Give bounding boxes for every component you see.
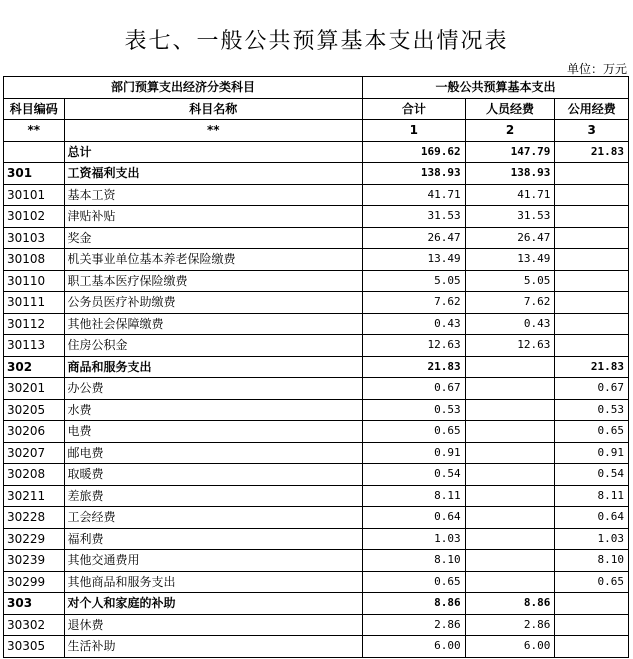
row-public: 21.83 [555, 141, 629, 163]
index-total: 1 [362, 120, 465, 142]
row-code: 30229 [4, 528, 65, 550]
row-personnel: 7.62 [465, 292, 555, 314]
header-column-row [4, 98, 629, 120]
row-personnel: 41.71 [465, 184, 555, 206]
table-row [4, 550, 629, 572]
row-code: 30305 [4, 636, 65, 658]
row-name: 奖金 [64, 227, 362, 249]
row-total: 1.03 [362, 528, 465, 550]
row-total: 0.91 [362, 442, 465, 464]
row-total: 41.71 [362, 184, 465, 206]
row-personnel [465, 571, 555, 593]
budget-table [3, 76, 629, 658]
row-name: 其他商品和服务支出 [64, 571, 362, 593]
row-personnel: 8.86 [465, 593, 555, 615]
row-code: 30299 [4, 571, 65, 593]
row-public [555, 636, 629, 658]
row-public [555, 206, 629, 228]
row-total: 0.67 [362, 378, 465, 400]
row-code: 30211 [4, 485, 65, 507]
row-total: 0.65 [362, 421, 465, 443]
row-public: 0.65 [555, 571, 629, 593]
row-code: 30228 [4, 507, 65, 529]
row-personnel: 0.43 [465, 313, 555, 335]
row-code: 30103 [4, 227, 65, 249]
row-code: 30108 [4, 249, 65, 271]
row-public [555, 335, 629, 357]
row-name: 福利费 [64, 528, 362, 550]
table-body [4, 77, 629, 658]
table-row [4, 163, 629, 185]
row-name: 住房公积金 [64, 335, 362, 357]
row-personnel: 2.86 [465, 614, 555, 636]
row-personnel: 147.79 [465, 141, 555, 163]
row-code: 30205 [4, 399, 65, 421]
row-personnel: 13.49 [465, 249, 555, 271]
row-personnel [465, 442, 555, 464]
row-personnel: 31.53 [465, 206, 555, 228]
row-code: 30102 [4, 206, 65, 228]
table-row [4, 464, 629, 486]
row-code [4, 141, 65, 163]
table-row [4, 270, 629, 292]
row-personnel: 6.00 [465, 636, 555, 658]
table-row [4, 571, 629, 593]
row-total: 31.53 [362, 206, 465, 228]
table-row [4, 528, 629, 550]
header-index-row [4, 120, 629, 142]
row-public: 0.64 [555, 507, 629, 529]
row-public: 8.10 [555, 550, 629, 572]
row-code: 30110 [4, 270, 65, 292]
row-public [555, 313, 629, 335]
row-personnel [465, 421, 555, 443]
row-public [555, 593, 629, 615]
header-public: 公用经费 [555, 98, 629, 120]
table-row [4, 356, 629, 378]
row-name: 总计 [64, 141, 362, 163]
row-personnel: 26.47 [465, 227, 555, 249]
row-name: 退休费 [64, 614, 362, 636]
row-public: 8.11 [555, 485, 629, 507]
row-name: 取暖费 [64, 464, 362, 486]
row-name: 邮电费 [64, 442, 362, 464]
unit-label: 单位：万元 [566, 62, 627, 76]
row-public [555, 227, 629, 249]
row-name: 职工基本医疗保险缴费 [64, 270, 362, 292]
row-personnel: 12.63 [465, 335, 555, 357]
table-row [4, 614, 629, 636]
header-group-row [4, 77, 629, 99]
row-code: 30101 [4, 184, 65, 206]
row-total: 13.49 [362, 249, 465, 271]
table-row [4, 442, 629, 464]
row-personnel [465, 378, 555, 400]
row-code: 30113 [4, 335, 65, 357]
row-name: 基本工资 [64, 184, 362, 206]
row-code: 30207 [4, 442, 65, 464]
table-row [4, 507, 629, 529]
table-row [4, 141, 629, 163]
row-name: 办公费 [64, 378, 362, 400]
row-public: 1.03 [555, 528, 629, 550]
row-total: 0.43 [362, 313, 465, 335]
row-public: 0.91 [555, 442, 629, 464]
row-public [555, 614, 629, 636]
row-public: 0.53 [555, 399, 629, 421]
table-row [4, 335, 629, 357]
row-personnel [465, 399, 555, 421]
row-total: 2.86 [362, 614, 465, 636]
row-public [555, 249, 629, 271]
table-row [4, 206, 629, 228]
table-row [4, 292, 629, 314]
table-row [4, 184, 629, 206]
header-name: 科目名称 [64, 98, 362, 120]
header-total: 合计 [362, 98, 465, 120]
row-name: 商品和服务支出 [64, 356, 362, 378]
row-total: 7.62 [362, 292, 465, 314]
row-name: 工会经费 [64, 507, 362, 529]
row-personnel: 138.93 [465, 163, 555, 185]
row-code: 30208 [4, 464, 65, 486]
row-name: 其他社会保障缴费 [64, 313, 362, 335]
row-public [555, 292, 629, 314]
row-name: 其他交通费用 [64, 550, 362, 572]
row-code: 303 [4, 593, 65, 615]
header-personnel: 人员经费 [465, 98, 555, 120]
row-name: 对个人和家庭的补助 [64, 593, 362, 615]
row-total: 0.64 [362, 507, 465, 529]
table-row [4, 378, 629, 400]
row-personnel [465, 507, 555, 529]
row-name: 水费 [64, 399, 362, 421]
row-name: 电费 [64, 421, 362, 443]
row-code: 30111 [4, 292, 65, 314]
table-row [4, 421, 629, 443]
row-name: 机关事业单位基本养老保险缴费 [64, 249, 362, 271]
table-row [4, 249, 629, 271]
row-total: 6.00 [362, 636, 465, 658]
table-row [4, 593, 629, 615]
row-public: 21.83 [555, 356, 629, 378]
row-total: 8.86 [362, 593, 465, 615]
index-personnel: 2 [465, 120, 555, 142]
row-code: 30239 [4, 550, 65, 572]
row-code: 30302 [4, 614, 65, 636]
table-row [4, 399, 629, 421]
row-personnel: 5.05 [465, 270, 555, 292]
row-name: 差旅费 [64, 485, 362, 507]
row-personnel [465, 356, 555, 378]
row-public: 0.65 [555, 421, 629, 443]
page-title: 表七、一般公共预算基本支出情况表 [124, 29, 509, 54]
table-row [4, 227, 629, 249]
row-personnel [465, 485, 555, 507]
row-code: 302 [4, 356, 65, 378]
header-code: 科目编码 [4, 98, 65, 120]
row-total: 169.62 [362, 141, 465, 163]
table-row [4, 313, 629, 335]
row-total: 26.47 [362, 227, 465, 249]
header-group-left: 部门预算支出经济分类科目 [4, 77, 363, 99]
row-total: 21.83 [362, 356, 465, 378]
row-code: 30206 [4, 421, 65, 443]
header-group-right: 一般公共预算基本支出 [362, 77, 628, 99]
index-name: ** [64, 120, 362, 142]
row-name: 津贴补贴 [64, 206, 362, 228]
row-total: 5.05 [362, 270, 465, 292]
row-public: 0.67 [555, 378, 629, 400]
row-name: 生活补助 [64, 636, 362, 658]
index-public: 3 [555, 120, 629, 142]
row-code: 30112 [4, 313, 65, 335]
table-row [4, 485, 629, 507]
row-public [555, 184, 629, 206]
index-code: ** [4, 120, 65, 142]
row-public: 0.54 [555, 464, 629, 486]
row-total: 0.53 [362, 399, 465, 421]
row-code: 30201 [4, 378, 65, 400]
row-public [555, 163, 629, 185]
table-row [4, 636, 629, 658]
row-personnel [465, 528, 555, 550]
row-name: 公务员医疗补助缴费 [64, 292, 362, 314]
row-public [555, 270, 629, 292]
row-total: 138.93 [362, 163, 465, 185]
row-total: 0.54 [362, 464, 465, 486]
row-name: 工资福利支出 [64, 163, 362, 185]
row-total: 8.10 [362, 550, 465, 572]
row-personnel [465, 464, 555, 486]
row-personnel [465, 550, 555, 572]
row-total: 8.11 [362, 485, 465, 507]
row-total: 12.63 [362, 335, 465, 357]
row-code: 301 [4, 163, 65, 185]
row-total: 0.65 [362, 571, 465, 593]
